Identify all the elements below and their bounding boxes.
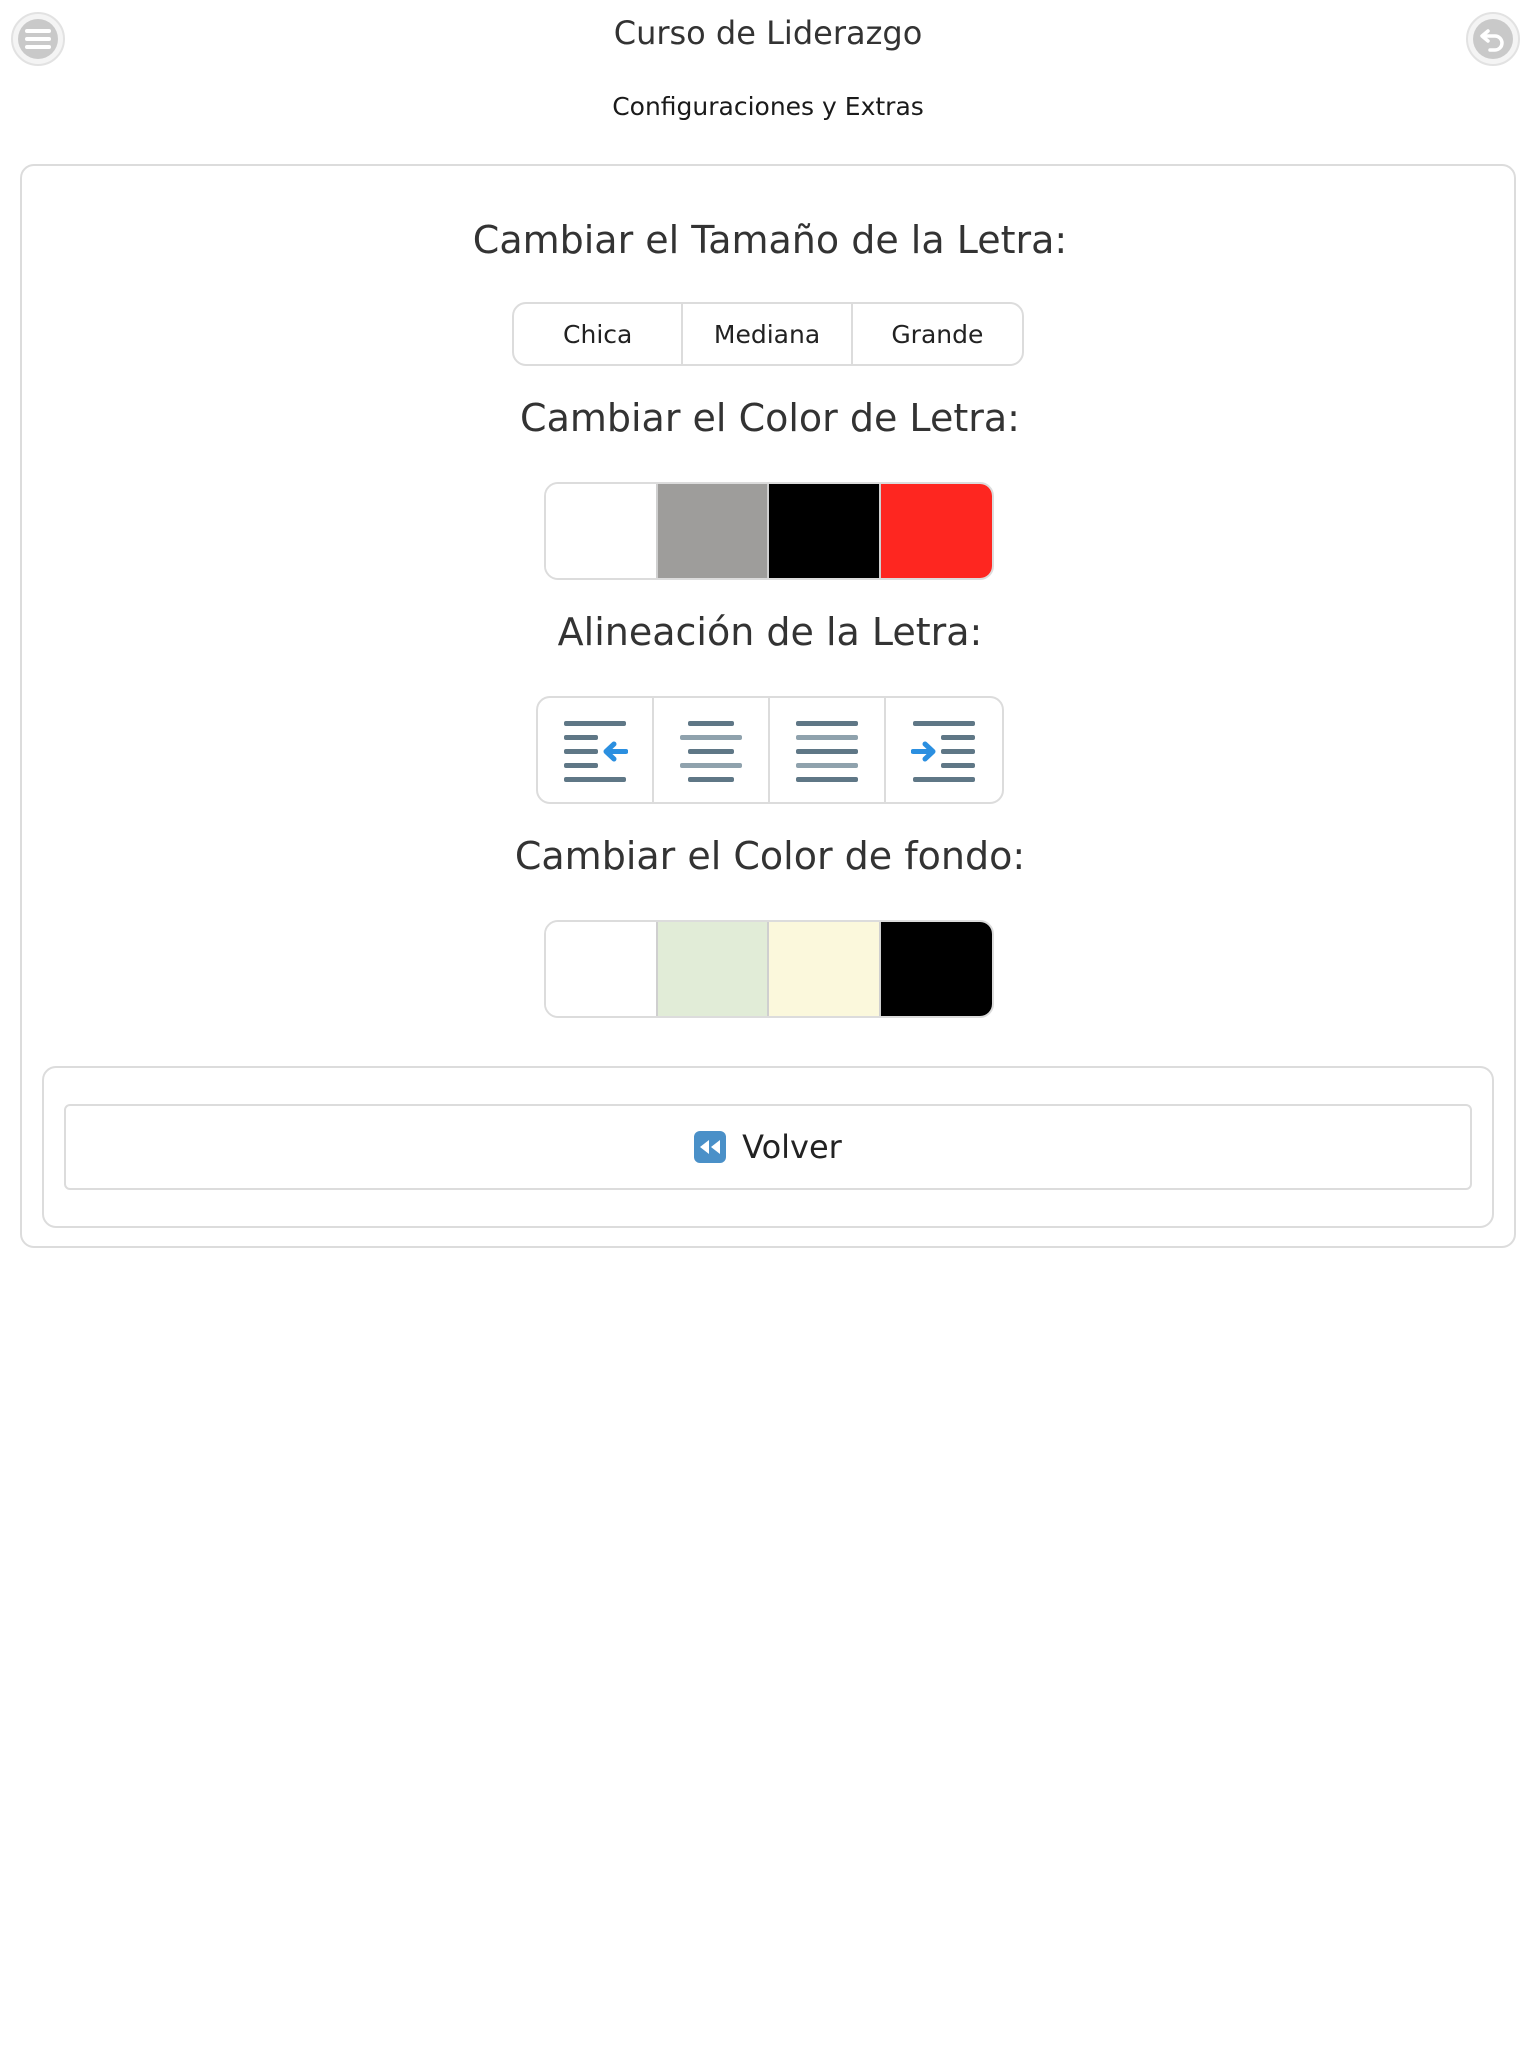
font-color-red-swatch[interactable] bbox=[881, 484, 993, 578]
align-justify-icon bbox=[794, 717, 860, 783]
settings-panel bbox=[20, 164, 1516, 1248]
font-color-gray-swatch[interactable] bbox=[658, 484, 770, 578]
align-left-icon bbox=[562, 717, 628, 783]
page-subtitle: Configuraciones y Extras bbox=[612, 92, 924, 121]
font-size-large-button[interactable]: Grande bbox=[891, 319, 984, 349]
rewind-icon bbox=[694, 1131, 726, 1163]
align-left-button[interactable] bbox=[538, 698, 654, 802]
align-center-icon bbox=[678, 717, 744, 783]
font-size-title: Cambiar el Tamaño de la Letra: bbox=[472, 218, 1068, 262]
undo-arrow-icon bbox=[1473, 19, 1513, 59]
background-white-swatch[interactable] bbox=[546, 922, 658, 1016]
app-title: Curso de Liderazgo bbox=[613, 14, 923, 52]
background-color-title: Cambiar el Color de fondo: bbox=[514, 834, 1026, 878]
undo-button[interactable] bbox=[1466, 12, 1520, 66]
background-black-swatch[interactable] bbox=[881, 922, 993, 1016]
footer-box bbox=[42, 1066, 1494, 1228]
background-cream-swatch[interactable] bbox=[769, 922, 881, 1016]
font-color-title: Cambiar el Color de Letra: bbox=[520, 396, 1020, 440]
font-size-small-button[interactable]: Chica bbox=[514, 304, 683, 364]
alignment-selector bbox=[536, 696, 1004, 804]
align-center-button[interactable] bbox=[654, 698, 770, 802]
background-color-selector bbox=[544, 920, 994, 1018]
align-justify-button[interactable] bbox=[770, 698, 886, 802]
top-bar bbox=[0, 0, 1536, 150]
align-right-button[interactable] bbox=[886, 698, 1002, 802]
alignment-title: Alineación de la Letra: bbox=[557, 610, 983, 654]
font-color-black-swatch[interactable] bbox=[769, 484, 881, 578]
volver-button[interactable] bbox=[64, 1104, 1472, 1190]
align-right-icon bbox=[911, 717, 977, 783]
font-color-white-swatch[interactable] bbox=[546, 484, 658, 578]
font-color-selector bbox=[544, 482, 994, 580]
font-size-selector bbox=[512, 302, 1024, 366]
volver-label: Volver bbox=[742, 1128, 842, 1166]
font-size-medium-button[interactable]: Mediana bbox=[683, 304, 852, 364]
background-green-swatch[interactable] bbox=[658, 922, 770, 1016]
